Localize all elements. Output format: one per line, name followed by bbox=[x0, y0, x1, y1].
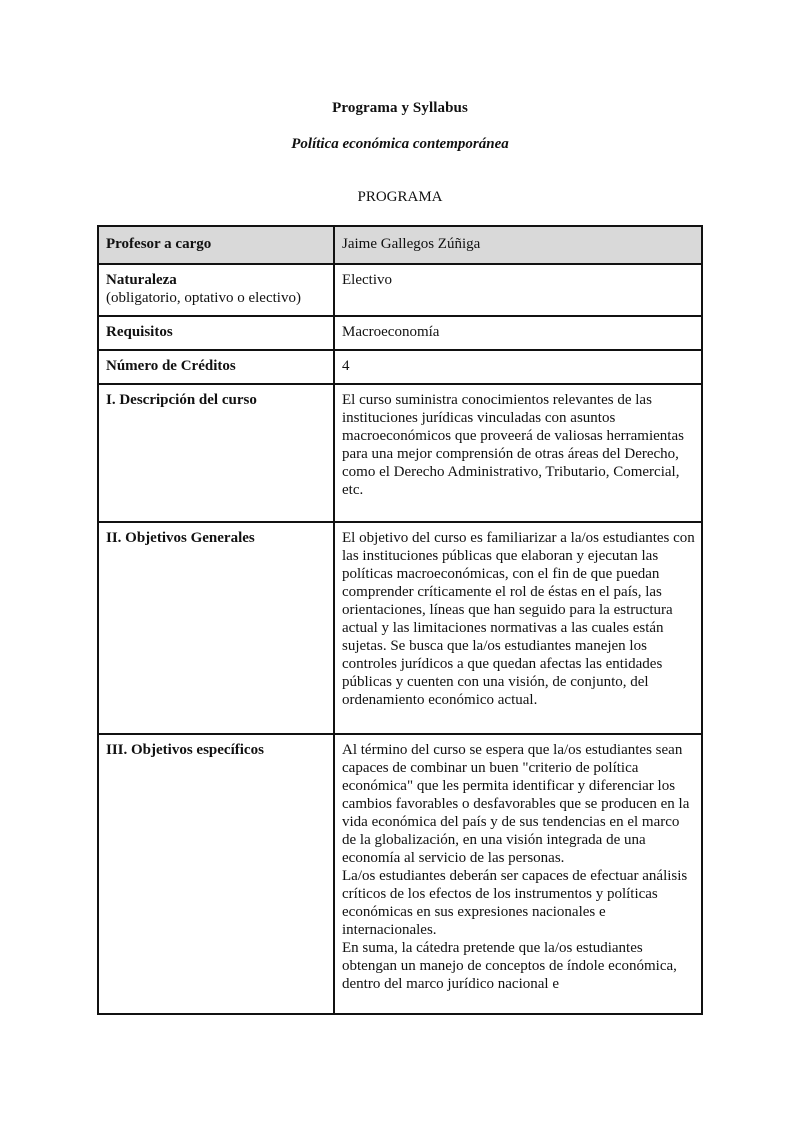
row-value: 4 bbox=[334, 350, 702, 384]
row-label: Número de Créditos bbox=[98, 350, 334, 384]
row-label: II. Objetivos Generales bbox=[98, 522, 334, 734]
row-label-cell bbox=[98, 264, 334, 316]
table-row-objetivos-especificos bbox=[98, 734, 702, 1014]
row-value: El objetivo del curso es familiarizar a la/os estudiantes con las instituciones públicas que elaboran y ejecutan las políticas macroeconómicas, con el fin de que puedan comprender críticamente el rol de éstas en el país, las orientaciones, líneas que han seguido para la estructura actual y las limitaciones normativas a las cuales están sujetas. Se busca que la/os estudiantes manejen los controles jurídicos a que quedan afectas las entidades públicas y cuenten con una visión, de conjunto, del ordenamiento económico actual. bbox=[334, 522, 702, 734]
row-value: Electivo bbox=[334, 264, 702, 316]
row-value-cell bbox=[334, 734, 702, 1014]
paragraph: La/os estudiantes deberán ser capaces de efectuar análisis críticos de los efectos de los instrumentos y políticas económicas en sus expresiones nacionales e internacionales. bbox=[342, 868, 688, 938]
row-value: Macroeconomía bbox=[334, 316, 702, 350]
paragraph: Al término del curso se espera que la/os estudiantes sean capaces de combinar un buen "criterio de política económica" que les permita identificar y diferenciar los cambios favorables o desfavorables que se producen en la vida económica del país y de sus tendencias en el marco de la globalización, en una visión integrada de una economía al servicio de las personas. bbox=[342, 742, 690, 866]
document-title: Programa y Syllabus bbox=[332, 100, 468, 116]
table-row-requisitos bbox=[98, 316, 702, 350]
table-row-naturaleza bbox=[98, 264, 702, 316]
row-label-note: (obligatorio, optativo o electivo) bbox=[106, 290, 301, 306]
row-label: Requisitos bbox=[98, 316, 334, 350]
program-table bbox=[97, 225, 703, 1015]
row-label: Profesor a cargo bbox=[98, 226, 334, 264]
row-label: I. Descripción del curso bbox=[98, 384, 334, 522]
table-row-creditos bbox=[98, 350, 702, 384]
row-value: Jaime Gallegos Zúñiga bbox=[334, 226, 702, 264]
row-label: III. Objetivos específicos bbox=[98, 734, 334, 1014]
paragraph: En suma, la cátedra pretende que la/os estudiantes obtengan un manejo de conceptos de índole económica, dentro del marco jurídico nacional e bbox=[342, 940, 677, 992]
table-row-profesor bbox=[98, 226, 702, 264]
course-name: Política económica contemporánea bbox=[291, 136, 509, 152]
section-heading: PROGRAMA bbox=[357, 189, 443, 205]
table-row-objetivos-generales bbox=[98, 522, 702, 734]
table-row-descripcion bbox=[98, 384, 702, 522]
row-label: Naturaleza bbox=[106, 272, 177, 288]
row-value: El curso suministra conocimientos relevantes de las instituciones jurídicas vinculadas con asuntos macroeconómicos que proveerá de valiosas herramientas para una mejor comprensión de otras áreas del Derecho, como el Derecho Administrativo, Tributario, Comercial, etc. bbox=[334, 384, 702, 522]
